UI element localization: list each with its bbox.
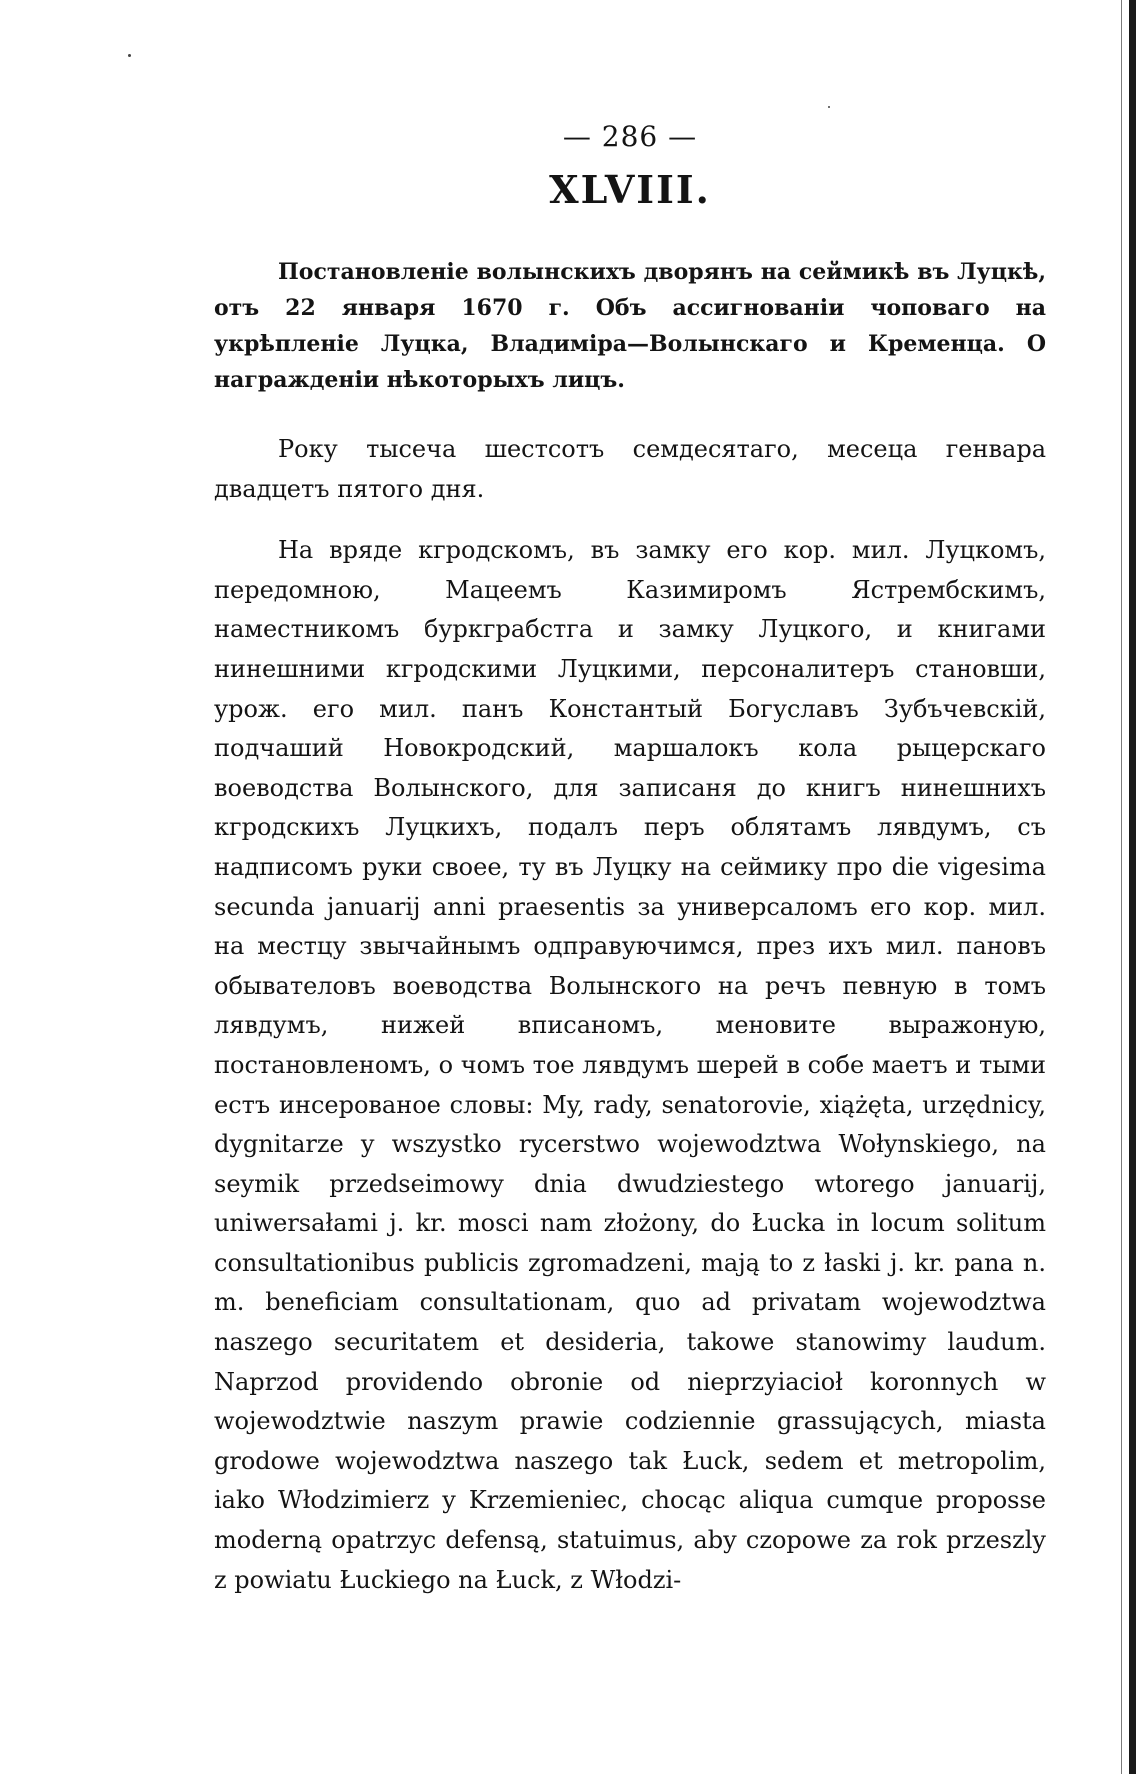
date-paragraph: Року тысеча шестсотъ семдесятаго, месеца генвара двадцетъ пятого дня. bbox=[214, 435, 1046, 503]
scan-speck bbox=[128, 54, 131, 57]
chapter-number: XLVIII. bbox=[549, 167, 711, 212]
document-page bbox=[214, 120, 1046, 1622]
body-paragraph: На вряде кгродскомъ, въ замку его кор. мил. Луцкомъ, передомною, Мацеемъ Казимиромъ Ястрембскимъ, наместникомъ буркграбстга и замку Луцкого, и книгами нинешними кгродскими Луцкими, персоналитеръ становши, урож. его мил. панъ Константый Богуславъ Зубъчевскій, подчаший Новокродский, маршалокъ кола рыцерскаго воеводства Волынского, для записаня до книгъ нинешнихъ кгродскихъ Луцкихъ, подалъ перъ облятамъ лявдумъ, съ надписомъ руки своее, ту въ Луцку на сеймику про die vigesima secunda januarij anni praesentis за универсаломъ его кор. мил. на местцу звычайнымъ одправуючимся, през ихъ мил. пановъ обывателовъ воеводства Волынского на речъ певную в томъ лявдумъ, нижей вписаномъ, меновите выражоную, постановленомъ, о чомъ тое лявдумъ шерей в собе маетъ и тыми естъ инсерованое словы: My, rady, senatorovie, xiążęta, urzędnicy, dygnitarze y wszystko rycerstwo wojewodztwa Wołynskiego, na seymik przedseimowy dnia dwudziestego wtorego januarij, uniwersałami j. kr. mosci nam złożony, do Łucka in locum solitum consultationibus publicis zgromadzeni, mają to z łaski j. kr. pana n. m. beneficiam consultationam, quo ad privatam wojewodztwa naszego securitatem et desideria, takowe stanowimy laudum. Naprzod providendo obronie od nieprzyiacioł koronnych w wojewodztwie naszym prawie codziennie grassujących, miasta grodowe wojewodztwa naszego tak Łuck, sedem et metropolim, iako Włodzimierz y Krzemieniec, chocąc aliqua cumque proposse moderną opatrzyc defensą, statuimus, aby czopowe za rok przeszly z powiatu Łuckiego na Łuck, z Włodzi- bbox=[214, 536, 1046, 1594]
book-spine-edge bbox=[1129, 0, 1136, 1774]
page-number: — 286 — bbox=[562, 120, 698, 153]
page-edge-line bbox=[1121, 0, 1122, 1774]
scan-speck bbox=[828, 106, 830, 108]
document-summary: Постановленіе волынскихъ дворянъ на сеймикѣ въ Луцкѣ, отъ 22 января 1670 г. Объ ассигнованіи чоповаго на укрѣпленіе Луцка, Владиміра—Волынскаго и Кременца. О награжденіи нѣкоторыхъ лицъ. bbox=[214, 259, 1046, 393]
